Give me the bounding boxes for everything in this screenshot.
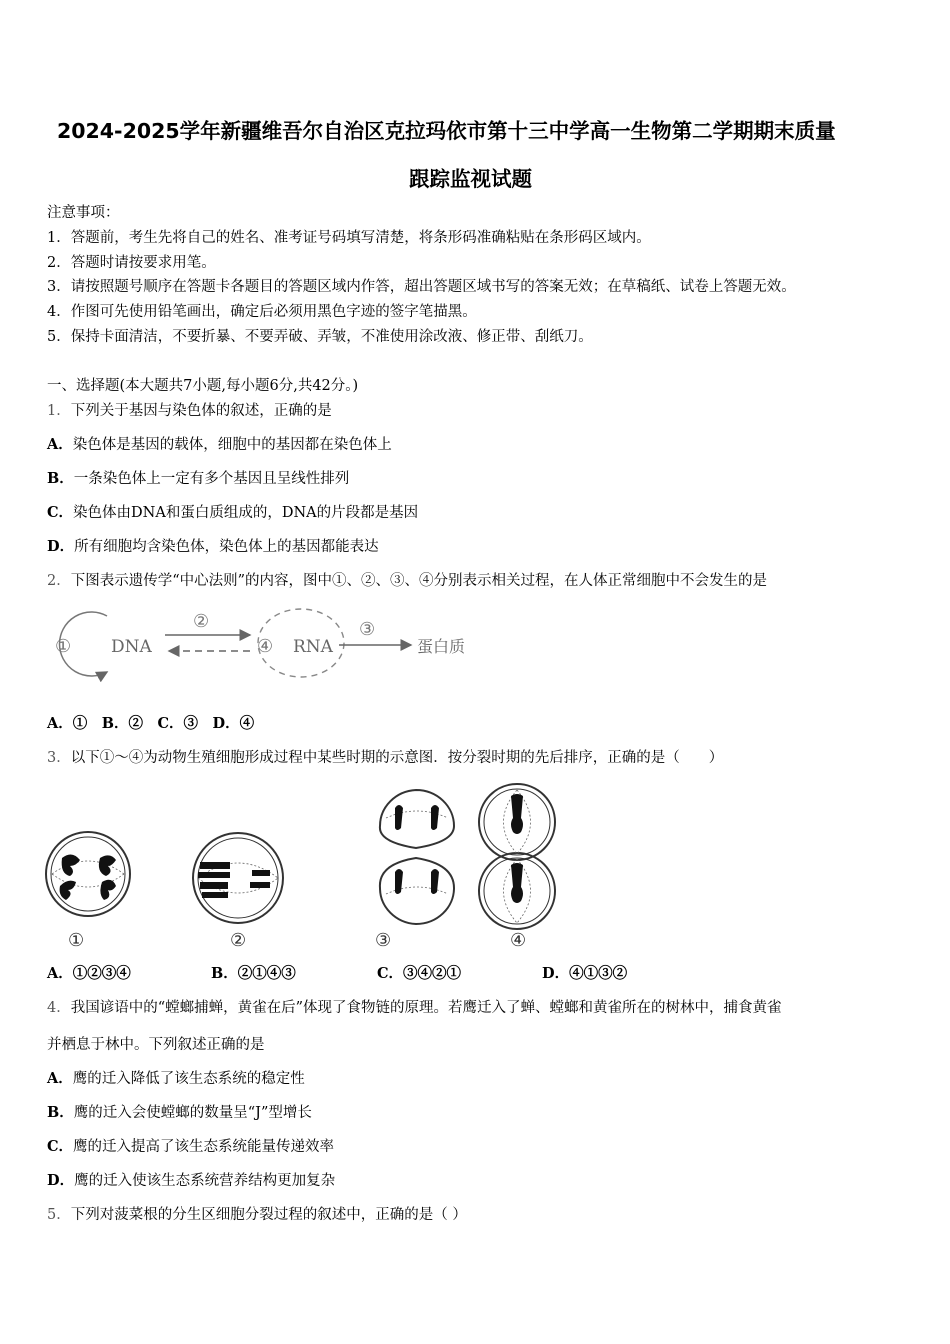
notice-item: 4．作图可先使用铅笔画出，确定后必须用黑色字迹的签字笔描黑。 [47, 304, 477, 320]
marker-3: ③ [359, 619, 376, 640]
option-label: A． [47, 1070, 73, 1087]
option-label: C． [47, 1138, 74, 1155]
option-text: 所有细胞均含染色体，染色体上的基因都能表达 [74, 539, 379, 555]
option-text: 一条染色体上一定有多个基因且呈线性排列 [73, 471, 350, 487]
notice-item: 3．请按照题号顺序在答题卡各题目的答题区域内作答，超出答题区域书写的答案无效；在草稿纸、试卷上答题无效。 [47, 279, 796, 295]
question-5 [47, 1205, 467, 1225]
question-2 [47, 571, 767, 591]
marker-1: ① [55, 636, 72, 657]
q1-option-d [47, 537, 379, 557]
figure-label-1: ① [68, 930, 85, 951]
question-number: 1． [47, 403, 71, 419]
marker-4: ④ [257, 636, 274, 657]
cell-1 [46, 832, 130, 916]
q4-option-b [47, 1103, 312, 1123]
q3-option-b: B．②①④③ [211, 965, 296, 982]
central-dogma-diagram [45, 602, 485, 682]
q1-option-c [47, 503, 418, 523]
option-label: D． [47, 1172, 75, 1189]
option-label: A． [47, 436, 73, 453]
option-text: 鹰的迁入使该生态系统营养结构更加复杂 [74, 1173, 336, 1189]
question-stem: 我国谚语中的“螳螂捕蝉，黄雀在后”体现了食物链的原理。若鹰迁入了蝉、螳螂和黄雀所在的树林中，捕食黄雀 [70, 1000, 782, 1016]
q3-option-c: C．③④②① [377, 965, 462, 982]
marker-2: ② [193, 611, 210, 632]
option-text: 鹰的迁入提高了该生态系统能量传递效率 [73, 1139, 335, 1155]
question-stem: 下图表示遗传学“中心法则”的内容，图中①、②、③、④分别表示相关过程，在人体正常细胞中不会发生的是 [70, 573, 768, 589]
question-stem: 下列关于基因与染色体的叙述，正确的是 [70, 403, 332, 419]
question-number: 4． [47, 1000, 71, 1016]
q2-options: A．① B．② C．③ D．④ [47, 715, 255, 732]
section-heading: 一、选择题(本大题共7小题,每小题6分,共42分。) [47, 378, 359, 394]
rna-label: RNA [293, 637, 333, 657]
figure-label-2: ② [230, 930, 247, 951]
figure-label-3: ③ [375, 930, 392, 951]
option-label: B． [47, 1104, 74, 1121]
question-4 [47, 998, 782, 1018]
cell-division-figure [40, 778, 580, 954]
question-number: 2． [47, 573, 71, 589]
dna-label: DNA [111, 637, 152, 657]
notice-heading: 注意事项： [47, 205, 120, 221]
question-number: 3． [47, 750, 71, 766]
notice-item: 1．答题前，考生先将自己的姓名、准考证号码填写清楚，将条形码准确粘贴在条形码区域内。 [47, 230, 651, 246]
q3-option-d: D．④①③② [542, 965, 628, 982]
q1-option-a [47, 435, 392, 455]
page-title-line1: 2024-2025学年新疆维吾尔自治区克拉玛依市第十三中学高一生物第二学期期末质量 [57, 119, 836, 143]
question-number: 5． [47, 1207, 71, 1223]
question-stem: 下列对菠菜根的分生区细胞分裂过程的叙述中，正确的是（ ） [70, 1207, 467, 1223]
question-1 [47, 401, 332, 421]
cell-3-bottom [380, 858, 454, 924]
option-label: B． [47, 470, 74, 487]
option-label: D． [47, 538, 75, 555]
protein-label: 蛋白质 [417, 637, 466, 656]
question-3 [47, 748, 723, 768]
option-text: 染色体是基因的载体，细胞中的基因都在染色体上 [72, 437, 392, 453]
page-title-line2: 跟踪监视试题 [409, 167, 532, 191]
q4-option-c [47, 1137, 334, 1157]
q4-option-a [47, 1069, 305, 1089]
notice-item: 5．保持卡面清洁，不要折暴、不要弄破、弄皱，不准使用涂改液、修正带、刮纸刀。 [47, 329, 593, 345]
option-label: C． [47, 504, 74, 521]
option-text: 鹰的迁入会使螳螂的数量呈“J”型增长 [73, 1105, 312, 1121]
figure-label-4: ④ [510, 930, 527, 951]
cell-3-top [380, 790, 454, 848]
q1-option-b [47, 469, 349, 489]
question-stem: 以下①～④为动物生殖细胞形成过程中某些时期的示意图．按分裂时期的先后排序，正确的是（ ） [70, 750, 724, 766]
option-text: 染色体由DNA和蛋白质组成的，DNA的片段都是基因 [73, 505, 419, 521]
question-4-line2: 并栖息于林中。下列叙述正确的是 [47, 1037, 265, 1053]
notice-item: 2．答题时请按要求用笔。 [47, 255, 216, 271]
q3-option-a: A．①②③④ [47, 965, 131, 982]
option-text: 鹰的迁入降低了该生态系统的稳定性 [72, 1071, 305, 1087]
q4-option-d [47, 1171, 335, 1191]
